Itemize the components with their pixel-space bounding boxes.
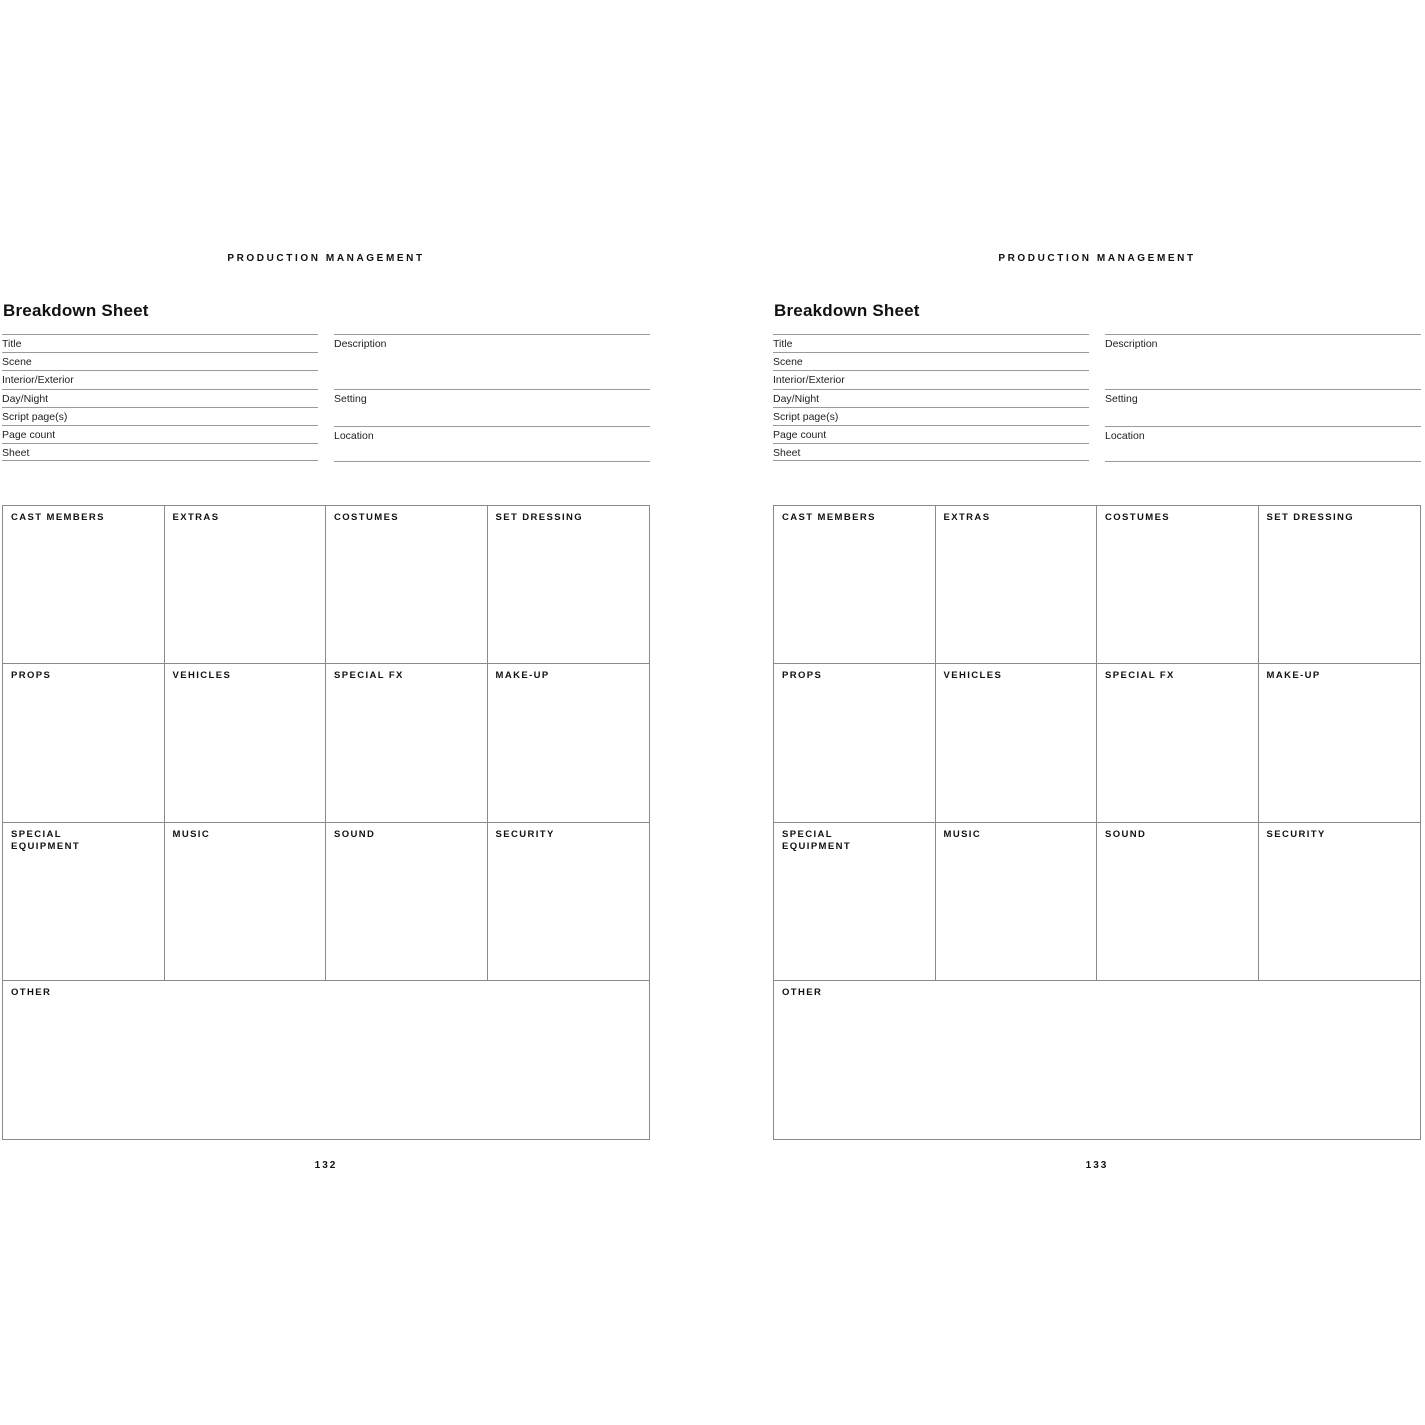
breakdown-grid	[773, 505, 1421, 1140]
cell-sound[interactable]	[1097, 823, 1259, 981]
field-script-pages[interactable]	[2, 407, 318, 425]
left-page	[2, 0, 652, 1425]
cell-label: SPECIAL EQUIPMENT	[11, 828, 81, 852]
cell-label: SET DRESSING	[495, 512, 584, 523]
cell-make-up[interactable]	[488, 664, 650, 822]
cell-label: EXTRAS	[943, 512, 991, 523]
info-fields-right	[334, 334, 650, 462]
field-label: Setting	[1105, 393, 1138, 405]
field-location[interactable]	[1105, 426, 1421, 463]
field-label: Scene	[2, 356, 32, 369]
cell-label: PROPS	[782, 670, 823, 682]
right-page	[773, 0, 1423, 1425]
field-day-night[interactable]	[2, 389, 318, 407]
cell-label: EXTRAS	[172, 512, 220, 523]
cell-label: OTHER	[782, 986, 823, 998]
info-fields-right	[1105, 334, 1421, 462]
cell-label: MAKE-UP	[495, 670, 550, 682]
cell-sound[interactable]	[326, 823, 488, 981]
cell-costumes[interactable]	[326, 506, 488, 664]
sheet-title: Breakdown Sheet	[774, 301, 920, 320]
field-label: Script page(s)	[2, 410, 68, 423]
field-interior-exterior[interactable]	[773, 370, 1089, 388]
cell-set-dressing[interactable]	[488, 506, 650, 664]
cell-set-dressing[interactable]	[1259, 506, 1421, 664]
cell-special-equipment[interactable]	[774, 823, 936, 981]
cell-props[interactable]	[774, 664, 936, 822]
field-scene[interactable]	[773, 352, 1089, 370]
field-label: Page count	[773, 428, 827, 441]
cell-make-up[interactable]	[1259, 664, 1421, 822]
field-description[interactable]	[1105, 334, 1421, 389]
cell-label: SPECIAL FX	[1105, 670, 1175, 682]
field-sheet[interactable]	[2, 443, 318, 461]
cell-special-equipment[interactable]	[3, 823, 165, 981]
running-head: PRODUCTION MANAGEMENT	[227, 253, 425, 264]
cell-vehicles[interactable]	[165, 664, 327, 822]
field-label: Sheet	[773, 447, 801, 460]
field-setting[interactable]	[334, 389, 650, 426]
cell-other[interactable]	[3, 981, 649, 1139]
field-page-count[interactable]	[773, 425, 1089, 443]
field-scene[interactable]	[2, 352, 318, 370]
cell-security[interactable]	[488, 823, 650, 981]
cell-label: CAST MEMBERS	[11, 512, 105, 523]
cell-music[interactable]	[165, 823, 327, 981]
cell-label: CAST MEMBERS	[782, 512, 876, 523]
cell-special-fx[interactable]	[326, 664, 488, 822]
field-label: Sheet	[2, 447, 30, 460]
field-interior-exterior[interactable]	[2, 370, 318, 388]
field-label: Location	[334, 429, 374, 442]
field-location[interactable]	[334, 426, 650, 463]
page-number: 132	[314, 1160, 338, 1171]
cell-label: SOUND	[334, 828, 376, 840]
field-label: Page count	[2, 428, 56, 441]
cell-label: VEHICLES	[172, 670, 232, 682]
cell-label: SOUND	[1105, 828, 1147, 840]
cell-label: OTHER	[11, 986, 52, 998]
sheet-title: Breakdown Sheet	[3, 301, 149, 320]
field-title[interactable]	[773, 334, 1089, 352]
field-label: Interior/Exterior	[2, 374, 74, 387]
cell-label: PROPS	[11, 670, 52, 682]
field-label: Title	[2, 338, 22, 350]
field-page-count[interactable]	[2, 425, 318, 443]
cell-label: MUSIC	[172, 828, 211, 840]
field-label: Location	[1105, 429, 1145, 442]
cell-extras[interactable]	[165, 506, 327, 664]
field-label: Day/Night	[773, 392, 820, 405]
running-head: PRODUCTION MANAGEMENT	[998, 253, 1196, 264]
field-sheet[interactable]	[773, 443, 1089, 461]
field-description[interactable]	[334, 334, 650, 389]
cell-cast-members[interactable]	[3, 506, 165, 664]
field-label: Title	[773, 338, 793, 350]
cell-label: SPECIAL EQUIPMENT	[782, 828, 852, 852]
cell-label: MUSIC	[943, 828, 982, 840]
field-label: Description	[1105, 338, 1158, 350]
cell-label: COSTUMES	[334, 512, 400, 523]
cell-security[interactable]	[1259, 823, 1421, 981]
field-day-night[interactable]	[773, 389, 1089, 407]
cell-label: VEHICLES	[943, 670, 1003, 682]
cell-label: COSTUMES	[1105, 512, 1171, 523]
field-label: Setting	[334, 393, 367, 405]
cell-vehicles[interactable]	[936, 664, 1098, 822]
cell-label: SECURITY	[1266, 828, 1326, 840]
field-label: Description	[334, 338, 387, 350]
field-script-pages[interactable]	[773, 407, 1089, 425]
info-fields-left	[2, 334, 318, 461]
cell-label: SPECIAL FX	[334, 670, 404, 682]
cell-props[interactable]	[3, 664, 165, 822]
cell-costumes[interactable]	[1097, 506, 1259, 664]
page-number: 133	[1085, 1160, 1109, 1171]
cell-label: SET DRESSING	[1266, 512, 1355, 523]
cell-music[interactable]	[936, 823, 1098, 981]
cell-label: MAKE-UP	[1266, 670, 1321, 682]
cell-cast-members[interactable]	[774, 506, 936, 664]
field-label: Scene	[773, 356, 803, 369]
field-label: Day/Night	[2, 392, 49, 405]
cell-label: SECURITY	[495, 828, 555, 840]
field-title[interactable]	[2, 334, 318, 352]
field-label: Interior/Exterior	[773, 374, 845, 387]
cell-extras[interactable]	[936, 506, 1098, 664]
cell-special-fx[interactable]	[1097, 664, 1259, 822]
cell-other[interactable]	[774, 981, 1420, 1139]
breakdown-grid	[2, 505, 650, 1140]
field-label: Script page(s)	[773, 410, 839, 423]
field-setting[interactable]	[1105, 389, 1421, 426]
info-fields-left	[773, 334, 1089, 461]
